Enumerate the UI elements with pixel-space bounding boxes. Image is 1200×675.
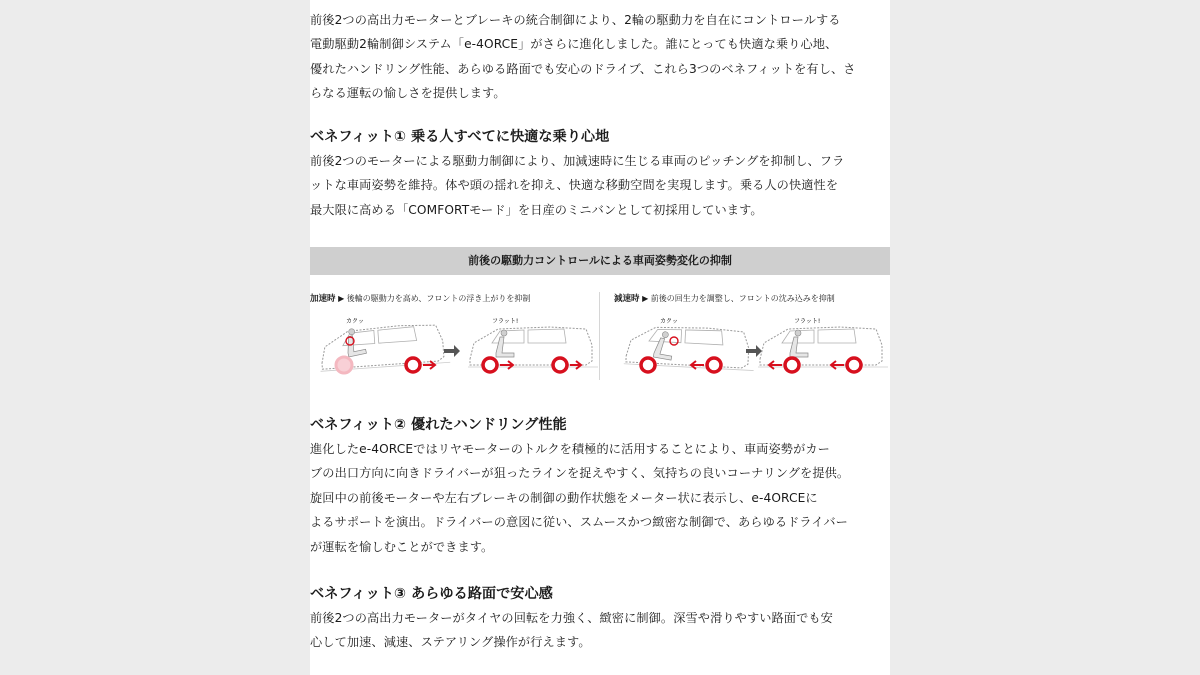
intro-line: 前後2つの高出力モーターとブレーキの統合制御により、2輪の駆動力を自在にコントロールする xyxy=(310,13,841,27)
accel-after-rear-wheel xyxy=(483,358,497,372)
decel-label: 減速時 xyxy=(614,294,640,304)
intro-paragraph xyxy=(310,8,890,106)
decel-after-van xyxy=(758,318,888,372)
benefit1-line: ットな車両姿勢を維持。体や頭の揺れを抑え、快適な移動空間を実現します。乗る人の快適性を xyxy=(310,178,839,193)
accel-after-tag: フラット! xyxy=(492,318,519,325)
accel-after-van xyxy=(468,318,598,372)
decel-after-rear-wheel xyxy=(785,358,799,372)
posture-diagram xyxy=(310,315,890,385)
benefit2-line: ブの出口方向に向きドライバーが狙ったラインを捉えやすく、気持ちの良いコーナリングを提供。 xyxy=(310,466,850,481)
decel-after-front-wheel xyxy=(847,358,861,372)
decel-desc: ▶ 前後の回生力を調整し、フロントの沈み込みを抑制 xyxy=(642,294,835,303)
decel-before-tag: カクッ xyxy=(660,318,679,325)
benefit1-paragraph xyxy=(310,149,890,222)
accel-caption xyxy=(310,292,530,304)
benefit2-paragraph xyxy=(310,437,890,559)
benefit1-line: 最大限に高める「COMFORTモード」を日産のミニバンとして初採用しています。 xyxy=(310,202,763,217)
decel-before-front-wheel xyxy=(707,358,721,372)
decel-before-van xyxy=(624,318,756,372)
accel-arrow-icon xyxy=(444,345,460,357)
decel-caption xyxy=(614,292,835,304)
benefit3-paragraph xyxy=(310,606,890,655)
accel-before-front-wheel xyxy=(406,358,420,372)
benefit3-line: 心して加速、減速、ステアリング操作が行えます。 xyxy=(310,635,591,650)
accel-desc: ▶ 後輪の駆動力を高め、フロントの浮き上がりを抑制 xyxy=(338,294,531,303)
intro-line: らなる運転の愉しさを提供します。 xyxy=(310,86,506,101)
accel-before-tag: カクッ xyxy=(346,318,365,325)
decel-after-tag: フラット! xyxy=(794,318,821,325)
head-shake-icon xyxy=(670,337,678,345)
accel-after-front-wheel xyxy=(553,358,567,372)
benefit2-line: が運転を愉しむことができます。 xyxy=(310,539,494,554)
intro-line: 優れたハンドリング性能、あらゆる路面でも安心のドライブ、これら3つのベネフィットを有し、さ xyxy=(310,61,856,76)
benefit3-heading: ベネフィット③ あらゆる路面で安心感 xyxy=(310,586,553,602)
benefit3-line: 前後2つの高出力モーターがタイヤの回転を力強く、緻密に制御。深雪や滑りやすい路面でも安 xyxy=(310,611,833,625)
decel-before-rear-wheel xyxy=(641,358,655,372)
benefit2-line: よるサポートを演出。ドライバーの意図に従い、スムースかつ緻密な制御で、あらゆるドライバー xyxy=(310,515,848,530)
benefit2-line: 旋回中の前後モーターや左右ブレーキの制御の動作状態をメーター状に表示し、e-4ORCEに xyxy=(310,490,818,505)
benefit1-heading: ベネフィット① 乗る人すべてに快適な乗り心地 xyxy=(310,129,610,145)
figure-title: 前後の駆動力コントロールによる車両姿勢変化の抑制 xyxy=(310,247,890,275)
benefit1-line: 前後2つのモーターによる駆動力制御により、加減速時に生じる車両のピッチングを抑制し、フラ xyxy=(310,154,845,168)
accel-before-rear-wheel xyxy=(336,357,352,373)
intro-line: 電動駆動2輪制御システム「e-4ORCE」がさらに進化しました。誰にとっても快適な乗り心地、 xyxy=(310,37,838,52)
benefit2-heading: ベネフィット② 優れたハンドリング性能 xyxy=(310,417,567,433)
accel-label: 加速時 xyxy=(310,294,336,304)
article-page xyxy=(310,0,890,675)
benefit2-line: 進化したe-4ORCEではリヤモーターのトルクを積極的に活用することにより、車両姿勢がカー xyxy=(310,442,830,456)
accel-before-van xyxy=(318,318,450,373)
